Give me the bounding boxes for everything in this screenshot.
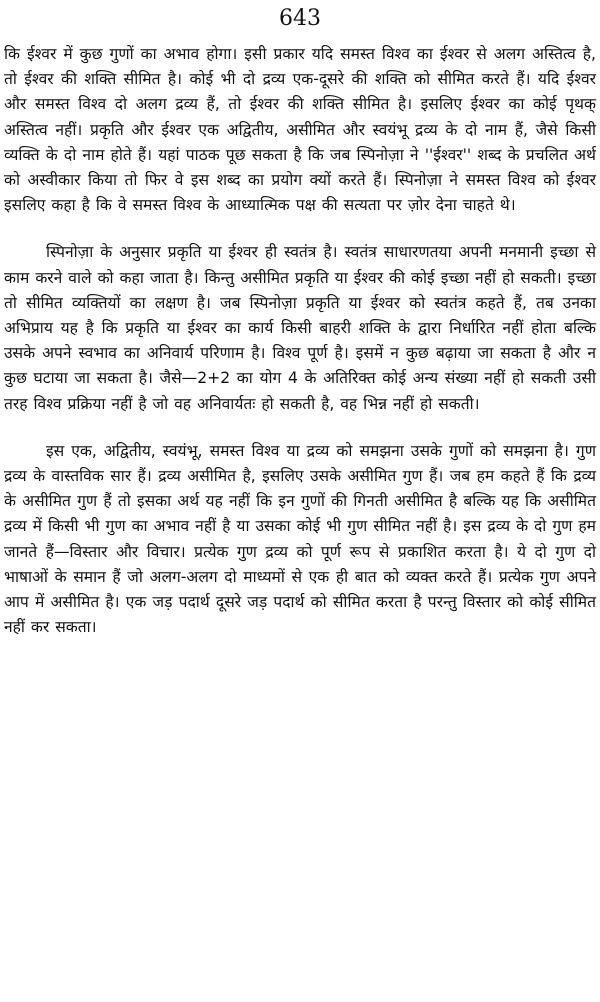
paragraph-2: स्पिनोज़ा के अनुसार प्रकृति या ईश्वर ही स्वतंत्र है। स्वतंत्र साधारणतया अपनी मनमानी इच्छा से काम करने वाले को कहा जाता है। किन्तु असीमित प्रकृति या ईश्वर की कोई इच्छा नहीं हो सकती। इच्छा तो सीमित व्यक्तियों का लक्षण है। जब स्पिनोज़ा प्रकृति या ईश्वर को स्वतंत्र कहते हैं, तब उनका अभिप्राय यह है कि प्रकृति या ईश्वर का कार्य किसी बाहरी शक्ति के द्वारा निर्धारित नहीं होता बल्कि उसके अपने स्वभाव का अनिवार्य परिणाम है। विश्व पूर्ण है। इसमें न कुछ बढ़ाया जा सकता है और न कुछ घटाया जा सकता है। जैसे—2+2 का योग 4 के अतिरिक्त कोई अन्य संख्या नहीं हो सकती उसी तरह विश्व प्रक्रिया नहीं है जो वह अनिवार्यतः हो सकती है, वह भिन्न नहीं हो सकती। xyxy=(4,243,596,413)
paragraph-1: कि ईश्वर में कुछ गुणों का अभाव होगा। इसी प्रकार यदि समस्त विश्व का ईश्वर से अलग अस्तित्व है, तो ईश्वर की शक्ति सीमित है। कोई भी दो द्रव्य एक-दूसरे की शक्ति को सीमित करते हैं। यदि ईश्वर और समस्त विश्व दो अलग द्रव्य हैं, तो ईश्वर की शक्ति सीमित है। इसलिए ईश्वर का कोई पृथक् अस्तित्व नहीं। प्रकृति और ईश्वर एक अद्वितीय, असीमित और स्वयंभू द्रव्य के दो नाम हैं, जैसे किसी व्यक्ति के दो नाम होते हैं। यहां पाठक पूछ सकता है कि जब स्पिनोज़ा ने ''ईश्वर'' शब्द के प्रचलित अर्थ को अस्वीकार किया तो फिर वे इस शब्द का प्रयोग क्यों करते हैं। स्पिनोज़ा ने समस्त विश्व को ईश्वर इसलिए कहा है कि वे समस्त विश्व के आध्यात्मिक पक्ष की सत्यता पर ज़ोर देना चाहते थे। xyxy=(4,45,596,215)
paragraph-3: इस एक, अद्वितीय, स्वयंभू, समस्त विश्व या द्रव्य को समझना उसके गुणों को समझना है। गुण द्रव्य के वास्तविक सार हैं। द्रव्य असीमित है, इसलिए उसके असीमित गुण हैं। जब हम कहते हैं कि द्रव्य के असीमित गुण हैं तो इसका अर्थ यह नहीं कि इन गुणों की गिनती असीमित है बल्कि यह कि असीमित द्रव्य में किसी भी गुण का अभाव नहीं है या उसका कोई भी गुण सीमित नहीं है। इस द्रव्य के दो गुण हम जानते हैं—विस्तार और विचार। प्रत्येक गुण द्रव्य को पूर्ण रूप से प्रकाशित करता है। ये दो गुण दो भाषाओं के समान हैं जो अलग-अलग दो माध्यमों से एक ही बात को व्यक्त करते हैं। प्रत्येक गुण अपने आप में असीमित है। एक जड़ पदार्थ दूसरे जड़ पदार्थ को सीमित करता है परन्तु विस्तार को कोई सीमित नहीं कर सकता। xyxy=(4,441,596,637)
paragraph-spacer xyxy=(4,218,596,240)
paragraph-spacer xyxy=(4,417,596,439)
page-number: 643 xyxy=(279,6,321,31)
